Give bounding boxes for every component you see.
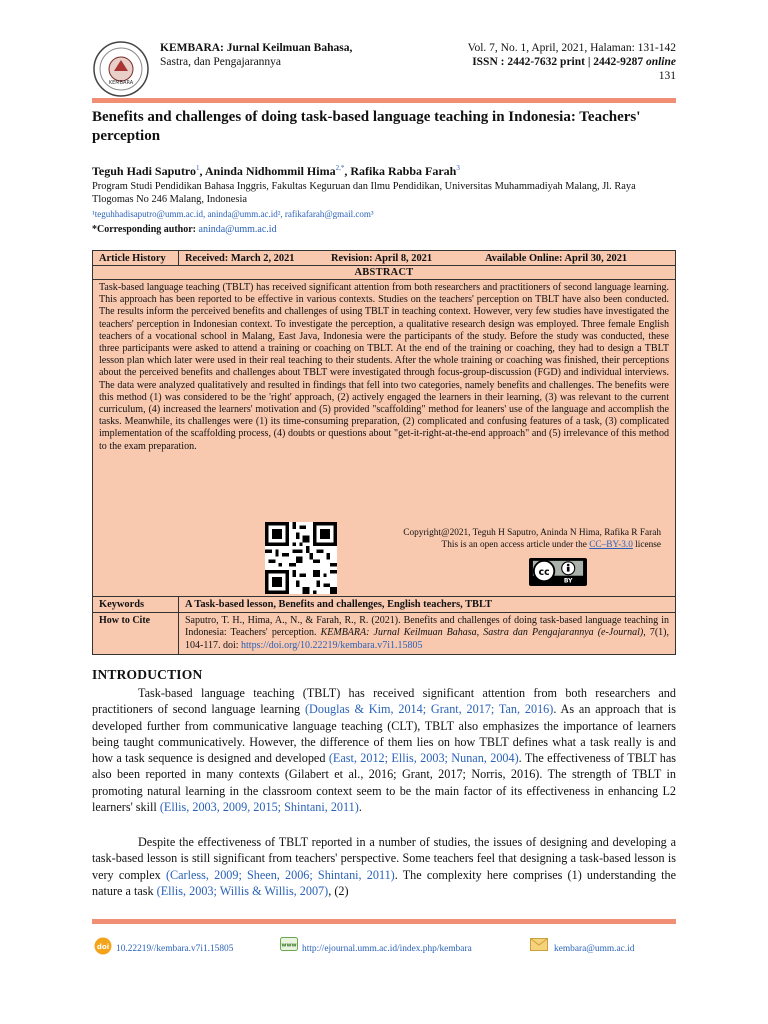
logo-text: KEMBARA [108,80,134,86]
citation-authors: Saputro, T. H., Hima, A., N., & Farah, R., R. (2021). Benefits and challenges of doing task-based language teaching in Indonesia: Teachers' perception. [185,615,669,639]
svg-text:doi: doi [96,943,110,951]
body-paragraph [92,834,676,899]
author-list: Teguh Hadi Saputro$^1$, Aninda Nidhommil Hima$^{2,*}$, Rafika Rabba Farah$^3$ [92,164,460,178]
footer-doi[interactable]: 10.22219//kembara.v7i1.15805 [116,944,234,954]
svg-text:cc: cc [538,566,550,578]
paragraph-text: . [358,800,362,815]
citation-doi-link[interactable]: https://doi.org/10.22219/kembara.v7i1.15805 [241,639,423,651]
received-date: Received: March 2, 2021 [185,252,295,264]
corresponding-author [92,224,678,235]
www-globe-icon [280,937,298,951]
paragraph-text: . As an approach that is developed further from communicative language teaching (CLT), TBLT also emphasizes the importance of learners being taught communicatively. However, the difference of them lies on how TBLT defines what a task really is and how a task sequence is designed and developed [92,702,676,766]
footer-journal-url[interactable]: http://ejournal.umm.ac.id/index.php/kembara [302,944,472,954]
revision-date: Revision: April 8, 2021 [331,252,433,264]
keywords-label: Keywords [93,597,179,612]
keywords-row [93,596,675,612]
footer-divider [92,919,676,924]
open-access-suffix: license [632,540,661,550]
open-access-line [403,539,661,551]
cc-by-license-icon[interactable] [529,558,587,586]
citation-link[interactable]: (Douglas & Kim, 2014; Grant, 2017; Tan, 2016) [304,702,554,717]
citation-link[interactable]: (Carless, 2009; Sheen, 2006; Shintani, 2011) [165,867,395,882]
author-superscript: 1 [196,164,200,172]
open-access-text: This is an open access article under the [441,540,590,550]
available-date: Available Online: April 30, 2021 [485,252,628,264]
author-emails[interactable]: ¹teguhhadisaputro@umm.ac.id, aninda@umm.ac.id², rafikafarah@gmail.com³ [92,209,374,219]
article-info-box [92,250,676,655]
abstract-heading: ABSTRACT [93,266,675,280]
article-title: Benefits and challenges of doing task-based language teaching in Indonesia: Teachers' perception [92,109,641,144]
volume-info [376,41,676,83]
author-name: Aninda Nidhommil Hima [204,164,336,178]
journal-name-line2: Sastra, dan Pengajarannya [160,56,282,68]
citation-link[interactable]: (Ellis, 2003; Willis & Willis, 2007) [156,883,329,898]
header-divider [92,98,676,103]
paragraph-text: Task-based language teaching (TBLT) has received significant attention from both researchers and practitioners of second language learning [92,686,676,717]
journal-name-line1: KEMBARA: Jurnal Keilmuan Bahasa, [160,42,353,54]
paragraph-text: , (2) [328,883,349,898]
how-to-cite-label: How to Cite [93,613,179,654]
paragraph-text: . The effectiveness of TBLT has also been reported in many contexts (Gilabert et al., 2016; Grant, 2017; Norris, 2016). The strength of TBLT in promoting natural learning in the classroom context seem to be the main factor of its effectiveness in enhancing L2 learners' skill [92,751,676,815]
copyright-notice [403,527,661,551]
page-number: 131 [658,70,676,82]
issn-line [376,55,676,69]
page-footer [92,937,676,961]
corresponding-label: *Corresponding author: [92,224,196,235]
cc-license-link[interactable]: CC–BY-3.0 [589,540,633,550]
envelope-icon [530,937,548,951]
license-area [93,520,675,596]
keywords-value: A Task-based lesson, Benefits and challenges, English teachers, TBLT [185,599,492,610]
paragraph-text: . The complexity here comprises (1) understanding the nature a task [92,867,677,898]
cc-badge-text: BY [563,577,573,585]
svg-text:www: www [281,942,297,949]
corresponding-email[interactable]: aninda@umm.ac.id [198,224,277,235]
copyright-line: Copyright@2021, Teguh H Saputro, Aninda N Hima, Rafika R Farah [403,528,661,538]
footer-email[interactable]: kembara@umm.ac.id [554,944,635,954]
abstract-text: Task-based language teaching (TBLT) has received significant attention from both researchers and practitioners of second language learning. This approach has been reported to be effective in various contexts. Studies on the teachers' perception on TBLT have also been conducted. The results inform the perceived benefits and challenges of using TBLT in teaching context. However, very few studies have investigated the teachers' perception in Indonesian context. To investigate the perception, a qualitative research design was employed. Three female English teachers of a vocational school in Malang, East Java, Indonesia were the participants of the study. Before the study was conducted, these three participants were asked to attend a training or coaching on TBLT. At the end of the training or coaching, they had to design a TBLT lesson plan which later were used in their real teaching to their students. After the whole training or coaching was finished, their perceptions about the perceived benefits and challenges about TBLT were investigated through focus-group-discussion (FGD) and individual interviews. The data were analyzed qualitatively and resulted in findings that fell into two categories, namely benefits and challenges. The benefits were this method (1) was considered to be the 'right' approach, (2) actively engaged the learners in their learning, (3) was relevant to the current curriculum, (4) increased the learners' motivation and (5) provided "scaffolding" method for leaners' use of the language and accomplish the tasks. Meanwhile, its challenges were (1) its time-consuming preparation, (2) complicated and confusing features of a task, (3) complicated implementation of the scaffolding process, (4) doubts or questions about "get-it-right-at-the-end approach" and (5) irrelevance of this method to the exam preparation. [99,282,669,452]
affiliation: Program Studi Pendidikan Bahasa Inggris, Fakultas Keguruan dan Ilmu Pendidikan, Universitas Muhammadiyah Malang, Jl. Raya Tlogomas No 246 Malang, Indonesia [92,181,636,205]
how-to-cite-row [93,612,675,654]
author-superscript: 2,* [335,164,345,172]
author-name: Rafika Rabba Farah [350,164,457,178]
author-name: Teguh Hadi Saputro [92,164,197,178]
citation-text [179,613,675,654]
journal-name [160,41,390,69]
volume-line: Vol. 7, No. 1, April, 2021, Halaman: 131-142 [467,42,676,54]
body-paragraph [92,685,676,815]
section-heading-introduction: INTRODUCTION [92,667,203,682]
doi-icon [94,937,112,955]
issn-online: online [645,56,676,68]
citation-link[interactable]: (East, 2012; Ellis, 2003; Nunan, 2004) [328,751,519,766]
citation-link[interactable]: (Ellis, 2003, 2009, 2015; Shintani, 2011) [159,800,359,815]
journal-logo [92,40,150,98]
article-history-label: Article History [93,251,179,265]
citation-journal: KEMBARA: Jurnal Keilmuan Bahasa, Sastra dan Pengajarannya (e-Journal), [320,627,646,639]
qr-code-icon [265,522,337,594]
author-superscript: 3 [456,164,460,172]
article-history-row [93,251,675,266]
citation-volume: 7(1), 104-117. doi: [185,627,669,651]
paragraph-text: Despite the effectiveness of TBLT reported in a number of studies, the issues of designing and developing a task-based lesson is still significant from teachers' perspective. Some teachers feel that designing a task-based lesson is very complex [92,835,676,882]
issn-text: ISSN : 2442-7632 print | 2442-9287 [472,56,646,68]
